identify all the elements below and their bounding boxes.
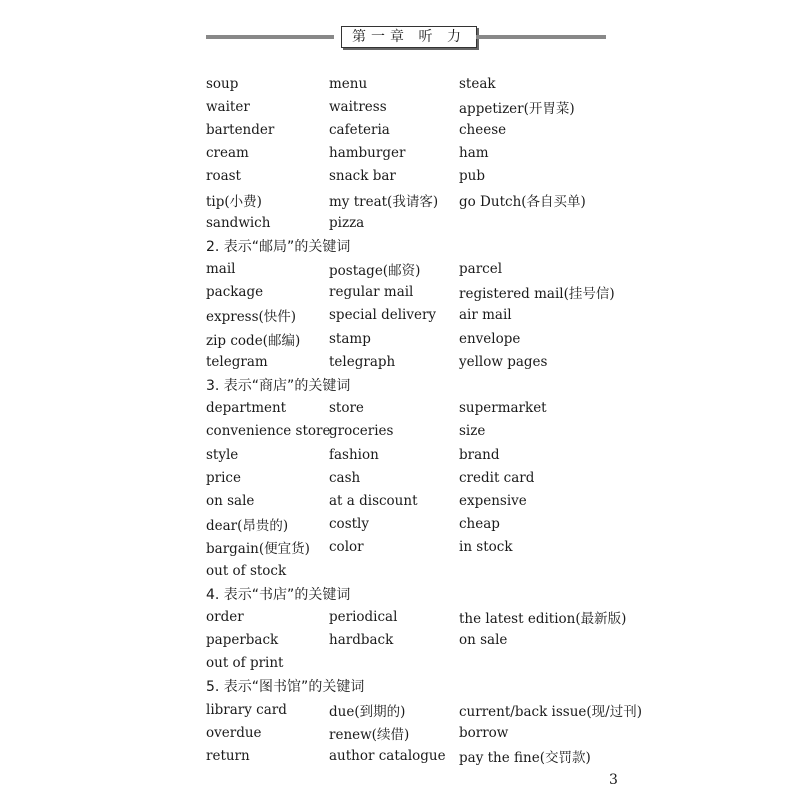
vocab-term: cash [329, 469, 361, 486]
vocab-row [206, 258, 686, 281]
vocab-term: dear(昂贵的) [206, 518, 289, 535]
vocab-term: size [459, 423, 486, 440]
vocab-term: out of stock [206, 562, 287, 579]
vocab-term: convenience store [206, 423, 331, 440]
vocab-term: express(快件) [206, 309, 297, 326]
vocab-term: steak [459, 75, 496, 92]
vocab-term: hamburger [329, 145, 406, 162]
vocab-term: sandwich [206, 214, 271, 231]
vocab-term: on sale [206, 492, 255, 509]
vocab-term: style [206, 446, 239, 463]
vocab-row [206, 629, 686, 652]
vocab-term: due(到期的) [329, 703, 406, 720]
vocab-term: paperback [206, 632, 279, 649]
vocab-term: supermarket [459, 400, 547, 417]
vocab-term: borrow [459, 724, 509, 741]
vocab-term: pizza [329, 214, 365, 231]
vocab-term: order [206, 608, 244, 625]
vocab-row [206, 188, 686, 211]
vocab-term: color [329, 539, 364, 556]
vocab-term: hardback [329, 632, 394, 649]
vocab-term: overdue [206, 724, 262, 741]
vocab-row [206, 304, 686, 327]
vocab-term: roast [206, 168, 241, 185]
vocab-term: credit card [459, 469, 535, 486]
vocab-term: brand [459, 446, 500, 463]
vocab-term: library card [206, 701, 287, 718]
vocab-term: waitress [329, 98, 387, 115]
vocab-row [206, 211, 686, 234]
vocab-term: return [206, 748, 250, 765]
vocab-term: pay the fine(交罚款) [459, 750, 591, 767]
vocab-term: yellow pages [459, 353, 548, 370]
vocab-row [206, 466, 686, 489]
vocab-row [206, 72, 686, 95]
vocab-term: mail [206, 261, 236, 278]
vocab-row [206, 605, 686, 628]
vocab-row [206, 744, 686, 767]
vocabulary-list [206, 72, 686, 768]
vocab-term: bargain(便宜货) [206, 541, 310, 558]
vocab-term: store [329, 400, 364, 417]
vocab-term: expensive [459, 492, 527, 509]
vocab-row [206, 165, 686, 188]
vocab-term: telegram [206, 353, 268, 370]
header-rule-right [476, 35, 606, 39]
vocab-term: out of print [206, 655, 284, 672]
vocab-term: go Dutch(各自买单) [459, 193, 586, 210]
vocab-row [206, 118, 686, 141]
vocab-term: telegraph [329, 353, 396, 370]
vocab-term: price [206, 469, 241, 486]
vocab-row [206, 721, 686, 744]
vocab-row [206, 420, 686, 443]
vocab-term: in stock [459, 539, 513, 556]
vocab-term: author catalogue [329, 748, 446, 765]
vocab-row [206, 559, 686, 582]
vocab-row [206, 652, 686, 675]
vocab-term: appetizer(开胃菜) [459, 100, 575, 117]
chapter-title: 第一章 听 力 [341, 26, 477, 48]
vocab-row [206, 142, 686, 165]
vocab-term: parcel [459, 261, 503, 278]
vocab-term: postage(邮资) [329, 263, 421, 280]
vocab-row [206, 397, 686, 420]
vocab-term: costly [329, 516, 369, 533]
vocab-term: cheap [459, 516, 500, 533]
vocab-term: pub [459, 168, 485, 185]
section-heading: 2. 表示“邮局”的关键词 [206, 238, 351, 255]
vocab-row [206, 350, 686, 373]
vocab-row [206, 698, 686, 721]
vocab-term: department [206, 400, 287, 417]
vocab-term: the latest edition(最新版) [459, 610, 627, 627]
section-heading: 3. 表示“商店”的关键词 [206, 378, 351, 395]
vocab-row [206, 443, 686, 466]
vocab-term: groceries [329, 423, 394, 440]
vocab-term: at a discount [329, 492, 418, 509]
vocab-term: cheese [459, 121, 507, 138]
vocab-term: waiter [206, 98, 250, 115]
header-rule-left [206, 35, 334, 39]
vocab-term: cafeteria [329, 121, 390, 138]
vocab-row [206, 95, 686, 118]
vocab-term: cream [206, 145, 249, 162]
vocab-term: soup [206, 75, 239, 92]
vocab-term: periodical [329, 608, 398, 625]
vocab-term: special delivery [329, 307, 437, 324]
vocab-term: bartender [206, 121, 275, 138]
vocab-term: snack bar [329, 168, 396, 185]
vocab-term: envelope [459, 330, 521, 347]
vocab-term: air mail [459, 307, 512, 324]
vocab-term: regular mail [329, 284, 414, 301]
vocab-row [206, 536, 686, 559]
vocab-term: renew(续借) [329, 726, 410, 743]
vocab-row [206, 489, 686, 512]
vocab-term: package [206, 284, 264, 301]
vocab-term: stamp [329, 330, 371, 347]
chapter-header [206, 26, 606, 48]
vocab-term: current/back issue(现/过刊) [459, 703, 642, 720]
vocab-term: tip(小费) [206, 193, 262, 210]
vocab-term: my treat(我请客) [329, 193, 439, 210]
vocab-term: menu [329, 75, 368, 92]
page-number: 3 [609, 772, 618, 788]
vocab-term: on sale [459, 632, 508, 649]
vocab-term: ham [459, 145, 489, 162]
vocab-row [206, 513, 686, 536]
vocab-term: fashion [329, 446, 379, 463]
section-heading: 5. 表示“图书馆”的关键词 [206, 679, 365, 696]
vocab-row [206, 281, 686, 304]
vocab-row [206, 327, 686, 350]
section-heading: 4. 表示“书店”的关键词 [206, 586, 351, 603]
vocab-term: zip code(邮编) [206, 332, 301, 349]
vocab-term: registered mail(挂号信) [459, 286, 615, 303]
